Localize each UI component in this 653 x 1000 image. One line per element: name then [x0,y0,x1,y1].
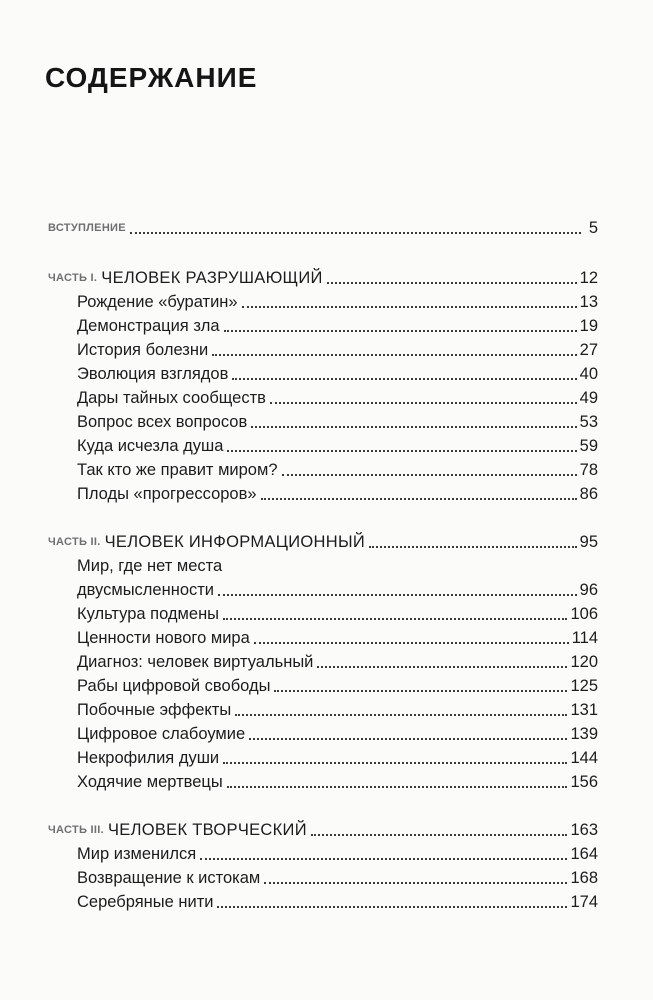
toc-entry-introduction[interactable] [48,214,598,238]
toc-entry-label: Плоды «прогрессоров» [77,485,257,503]
toc-entry[interactable] [77,696,598,720]
dot-leader [327,282,577,284]
toc-entry-page: 114 [571,629,598,647]
toc-entry-page: 53 [579,413,598,431]
toc-entry[interactable] [77,432,598,456]
toc-entry[interactable] [77,408,598,432]
toc-entry[interactable] [77,288,598,312]
toc-entry[interactable] [77,576,598,600]
toc-entry[interactable] [77,720,598,744]
toc-entry-page: 40 [579,365,598,383]
toc-entry[interactable] [77,456,598,480]
toc-entry-page: 96 [579,581,598,599]
toc-entry-label: ЧЕЛОВЕК РАЗРУШАЮЩИЙ [101,269,323,287]
toc-entry[interactable] [77,768,598,792]
toc-entry-page: 125 [570,677,598,695]
dot-leader [254,642,569,644]
toc-entry-page: 144 [570,749,598,767]
toc-entry[interactable] [77,600,598,624]
toc-entry-page: 139 [570,725,598,743]
toc-entry-label: Культура подмены [77,605,220,623]
dot-leader [223,762,567,764]
toc-entry-page: 49 [579,389,598,407]
dot-leader [311,834,568,836]
dot-leader [217,906,567,908]
toc-entry[interactable] [77,888,598,912]
toc-entry-label: Эволюция взглядов [77,365,229,383]
toc-entry[interactable] [77,360,598,384]
dot-leader [235,714,567,716]
toc-entry-label: Вопрос всех вопросов [77,413,248,431]
toc-entry[interactable] [77,336,598,360]
toc-entry-label: Серебряные нити [77,893,214,911]
toc-entry[interactable] [77,312,598,336]
dot-leader [242,306,577,308]
toc-entry-page: 156 [570,773,598,791]
dot-leader [227,786,568,788]
toc-entry-page: 95 [579,533,598,551]
toc-entry-page: 13 [579,293,598,311]
toc-entry-prefix: ЧАСТЬ III. [48,824,104,836]
toc-entry-label: Дары тайных сообществ [77,389,266,407]
toc-entry-prefix: ЧАСТЬ II. [48,536,101,548]
toc-entry[interactable] [77,672,598,696]
dot-leader [261,498,577,500]
dot-leader [224,330,577,332]
toc-entry[interactable] [77,480,598,504]
toc-entry-page: 106 [570,605,598,623]
toc-entry-prefix: ЧАСТЬ I. [48,272,98,284]
toc-entry-page: 78 [579,461,598,479]
dot-leader [218,594,577,596]
toc-entry-page: 19 [579,317,598,335]
toc-entry-label: Ценности нового мира [77,629,250,647]
toc-entry-page: 131 [570,701,598,719]
dot-leader [232,378,576,380]
toc-entry-label: двусмысленности [77,581,215,599]
toc-entry-label: Куда исчезла душа [77,437,224,455]
dot-leader [212,354,576,356]
page-title: СОДЕРЖАНИЕ [45,62,258,93]
dot-leader [270,402,577,404]
dot-leader [274,690,567,692]
toc-entry-label: Диагноз: человек виртуальный [77,653,314,671]
toc-entry-label: Мир, где нет места [77,557,223,575]
toc-entry-page: 12 [579,269,598,287]
dot-leader [200,858,567,860]
dot-leader [227,450,576,452]
toc-entry-label: История болезни [77,341,209,359]
toc-entry-page: 86 [579,485,598,503]
dot-leader [251,426,576,428]
dot-leader [282,474,577,476]
toc-entry-page: 164 [570,845,598,863]
dot-leader [264,882,567,884]
toc-entry-label: Побочные эффекты [77,701,232,719]
dot-leader [223,618,567,620]
toc-entry-label: Рождение «буратин» [77,293,238,311]
toc-entry-label: ЧЕЛОВЕК ТВОРЧЕСКИЙ [107,821,307,839]
toc-entry-label: Ходячие мертвецы [77,773,223,791]
toc-entry-page: 163 [570,821,598,839]
toc-entry-label: Некрофилия души [77,749,220,767]
dot-leader [317,666,567,668]
toc-entry-label: Рабы цифровой свободы [77,677,271,695]
toc-entry-page: 59 [579,437,598,455]
dot-leader [249,738,567,740]
dot-leader [130,232,581,234]
toc-entry-page: 120 [570,653,598,671]
toc-entry[interactable] [77,648,598,672]
toc-entry-prefix: ВСТУПЛЕНИЕ [48,222,126,234]
toc-entry[interactable] [77,552,598,576]
toc-entry[interactable] [77,840,598,864]
toc-entry-label: Демонстрация зла [77,317,220,335]
toc-entry[interactable] [77,864,598,888]
toc-entry-label: ЧЕЛОВЕК ИНФОРМАЦИОННЫЙ [104,533,366,551]
toc-entry-label: Мир изменился [77,845,197,863]
toc-entry-part-2[interactable] [48,528,598,552]
toc-entry-page: 174 [570,893,598,911]
toc-entry-label: Так кто же правит миром? [77,461,278,479]
dot-leader [369,546,577,548]
toc-entry-page: 168 [570,869,598,887]
toc-entry[interactable] [77,384,598,408]
toc-entry-page: 5 [588,219,598,237]
toc-entry[interactable] [77,744,598,768]
toc-entry[interactable] [77,624,598,648]
toc-entry-label: Цифровое слабоумие [77,725,246,743]
toc-entry-part-1[interactable] [48,264,598,288]
toc-entry-page: 27 [579,341,598,359]
toc-entry-label: Возвращение к истокам [77,869,261,887]
toc-entry-part-3[interactable] [48,816,598,840]
